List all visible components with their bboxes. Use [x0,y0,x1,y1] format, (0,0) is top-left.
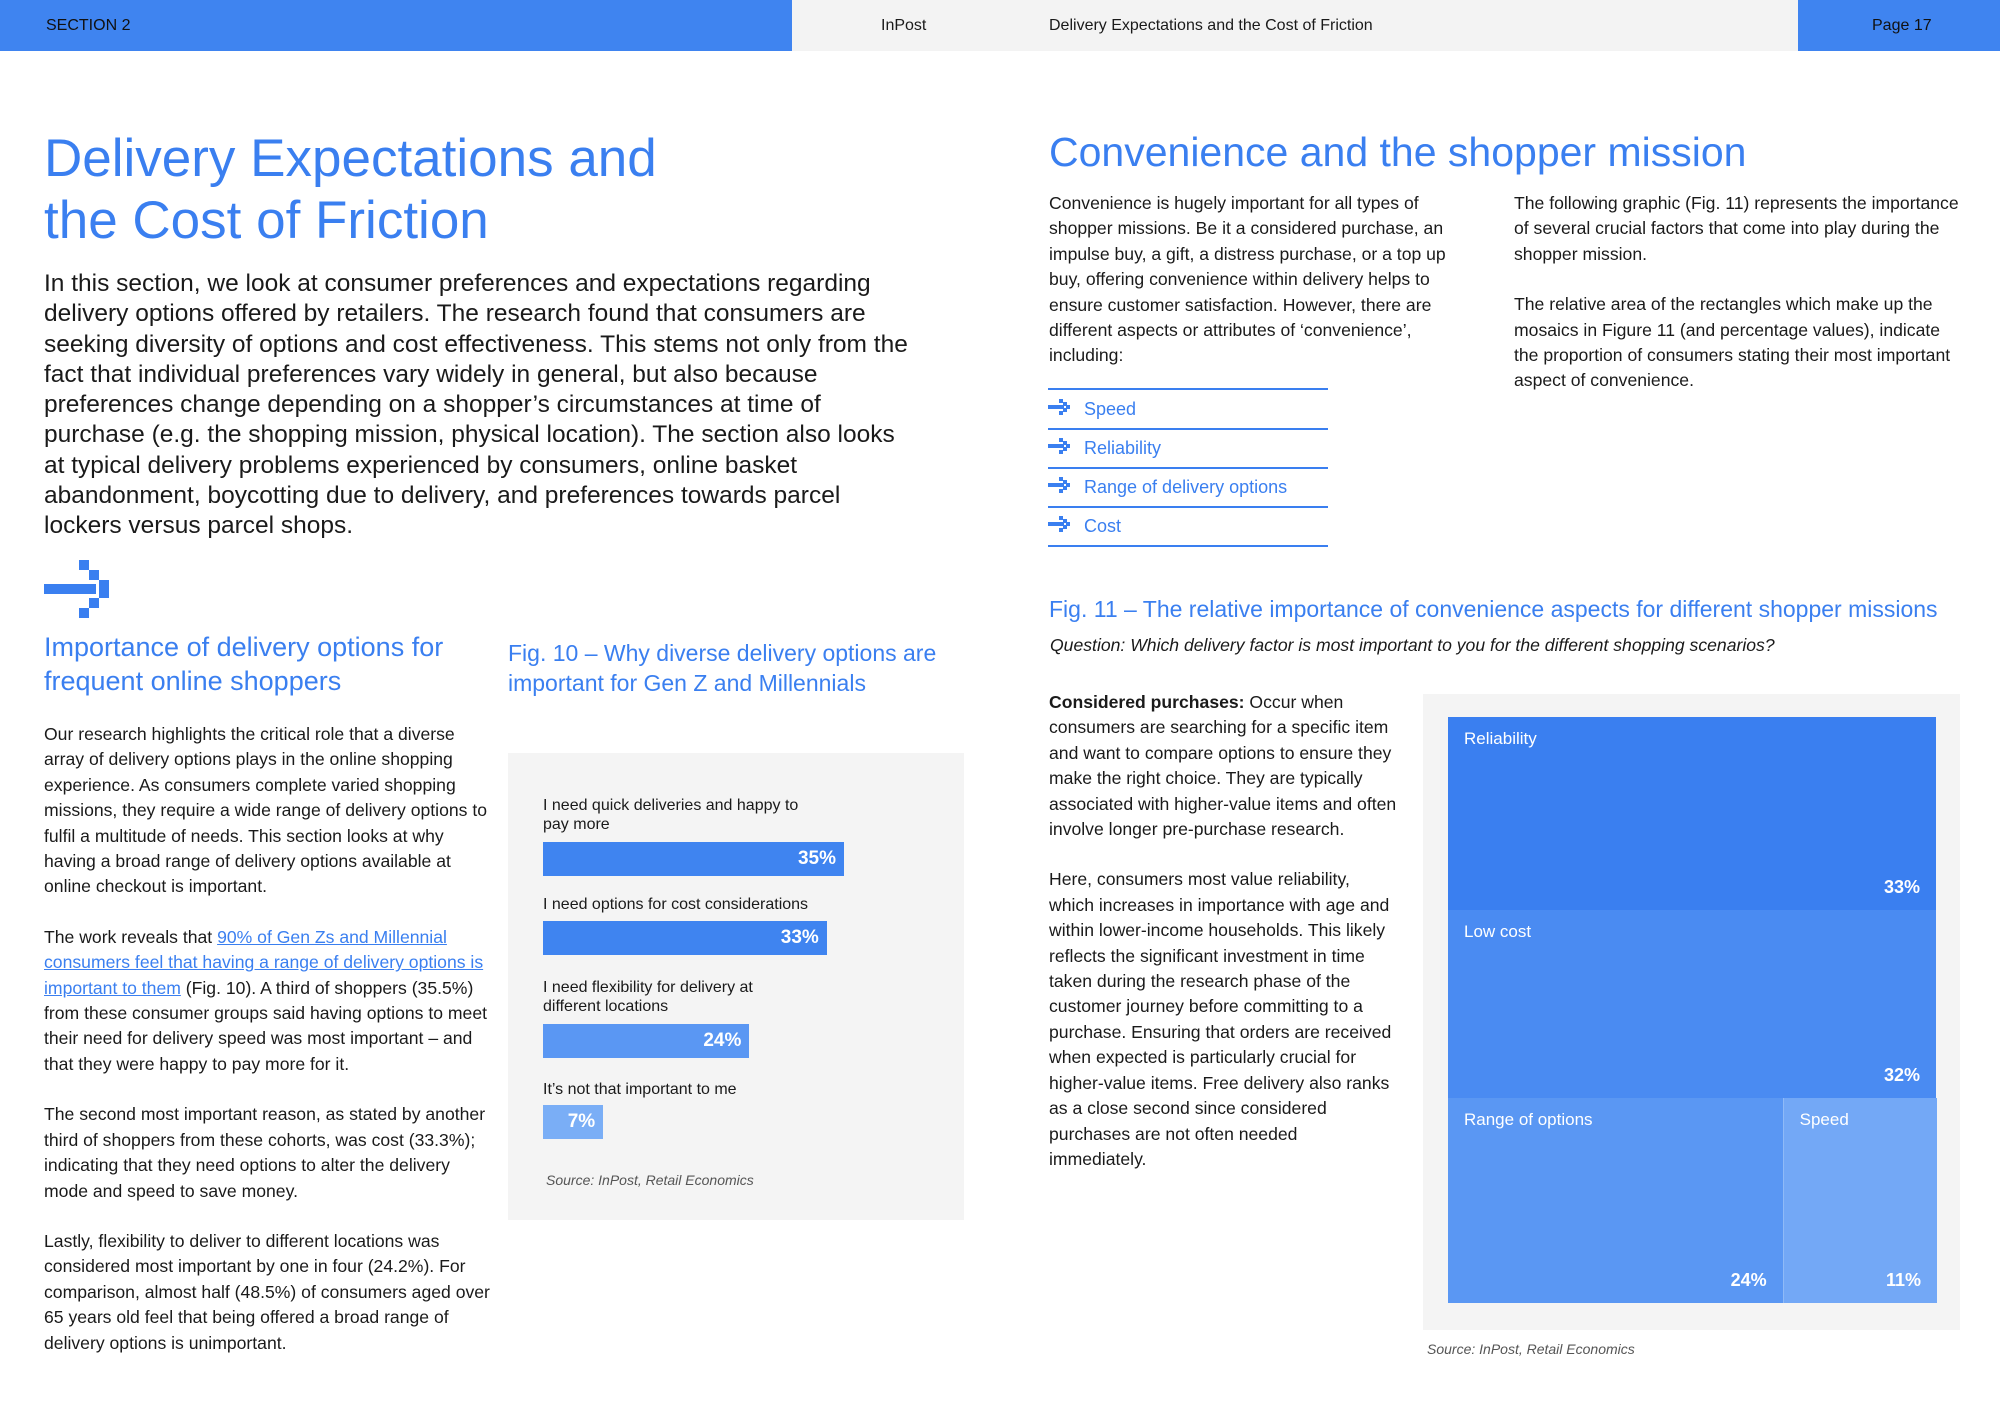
page-number: Page 17 [1872,17,1932,34]
fig11-title: Fig. 11 – The relative importance of convenience aspects for different shopper missions [1049,596,1938,622]
section-title-right: Convenience and the shopper mission [1049,129,1747,175]
fig10-chart-panel [508,753,964,1220]
arrow-right-icon [1048,390,1084,428]
arrow-right-icon [1048,429,1084,467]
convenience-list-item [1048,390,1328,430]
fig11-tile-value: 32% [1883,1064,1920,1085]
convenience-list-label: Range of delivery options [1084,477,1288,497]
fig11-tile-label: Low cost [1464,922,1532,942]
fig11-tile-label: Range of options [1464,1109,1593,1129]
brand-name: InPost [881,17,927,34]
convenience-intro: Convenience is hugely important for all types of shopper missions. Be it a considered purchase, an impulse buy, a gift, a distress purchase, or a top up buy, offering convenience within delivery helps to ensure customer satisfaction. However, there are different aspects or attributes of ‘convenience’, including: [1049,193,1446,366]
paragraph-text: The work reveals that [44,926,218,947]
gen-z-stat-link[interactable]: 90% of Gen Zs and Millennial consumers feel that having a range of delivery options is important to them [44,926,484,998]
fig11-tile-label: Speed [1799,1109,1849,1129]
considered-purchases-text [1049,690,1399,1172]
convenience-list-item [1048,429,1328,469]
fig11-tile-range-of-options [1448,1098,1783,1303]
fig10-category-label: I need options for cost considerations [543,896,809,913]
arrow-right-icon [1048,468,1084,506]
fig11-tile-value: 24% [1730,1269,1767,1290]
paragraph: Our research highlights the critical role that a diverse array of delivery options plays in the online shopping experience. As consumers complete varied shopping missions, they require a wide range of delivery options to fulfil a multitude of needs. This section looks at why having a broad range of delivery options available at online checkout is important. [44,724,488,897]
paragraph: Lastly, flexibility to deliver to different locations was considered most important by one in four (24.2%). For comparison, almost half (48.5%) of consumers aged over 65 years old feel that being offered a broad range of delivery options is unimportant. [44,1230,490,1353]
fig10-bar-value: 7% [567,1111,596,1132]
paragraph-text: Occur when consumers are searching for a specific item and want to compare options to ensure they make the right choice. They are typically associated with higher-value items and often involve longer pre-purchase research. [1049,692,1397,840]
fig11-tile-value: 11% [1885,1269,1921,1290]
fig11-tile-reliability [1448,717,1936,910]
paragraph [1049,690,1399,842]
fig10-category-label: I need flexibility for delivery at different locations [543,979,753,1015]
fig11-tile-low-cost [1448,910,1936,1098]
paragraph: The second most important reason, as stated by another third of shoppers from these cohorts, was cost (33.3%); indicating that they need options to alter the delivery mode and speed to save money. [44,1104,486,1201]
fig11-explainer [1514,191,1964,394]
fig10-source: Source: InPost, Retail Economics [546,1172,754,1188]
fig11-tile-value: 33% [1883,877,1920,898]
fig11-tile-label: Reliability [1464,729,1537,748]
paragraph: The relative area of the rectangles which make up the mosaics in Figure 11 (and percentage values), indicate the proportion of consumers stating their most important aspect of convenience. [1514,294,1951,391]
convenience-list-label: Speed [1084,399,1137,419]
fig11-question: Question: Which delivery factor is most important to you for the different shopping scenarios? [1050,635,1775,655]
fig10-category-label: It’s not that important to me [543,1081,737,1098]
paragraph: Here, consumers most value reliability, which increases in importance with age and within lower-income households. This likely reflects the significant investment in time taken during the research phase of the customer journey before committing to a purchase. Ensuring that orders are received when expected is particularly crucial for higher-value items. Free delivery also ranks as a close second since considered purchases are not often needed immediately. [1049,869,1392,1169]
convenience-list-label: Cost [1084,516,1122,536]
page-title [44,128,944,252]
fig10-bar-value: 35% [797,848,836,869]
section-label: SECTION 2 [46,17,131,34]
fig11-chart-panel [1423,694,1960,1330]
arrow-right-icon [1048,507,1084,545]
convenience-list-item [1048,507,1328,547]
paragraph [44,925,494,1077]
page-title-line2: the Cost of Friction [44,191,489,250]
fig10-bar-value: 33% [780,927,819,948]
paragraph: The following graphic (Fig. 11) represents the importance of several crucial factors that come into play during the shopper mission. [1514,193,1959,264]
fig11-source: Source: InPost, Retail Economics [1427,1341,1635,1357]
fig10-category-label: I need quick deliveries and happy to pay more [543,797,799,833]
convenience-list-item [1048,468,1328,508]
considered-purchases-label: Considered purchases: [1049,692,1245,712]
convenience-list-label: Reliability [1084,438,1162,458]
top-bar [0,0,2000,51]
header-title: Delivery Expectations and the Cost of Friction [1049,17,1373,34]
fig10-title: Fig. 10 – Why diverse delivery options are important for Gen Z and Millennials [508,640,937,696]
fig10-bar-value: 24% [703,1030,742,1051]
fig11-tile-speed [1783,1098,1937,1303]
body-text-left [44,722,494,1356]
section-subheading: Importance of delivery options for frequent online shoppers [44,632,444,696]
intro-paragraph: In this section, we look at consumer preferences and expectations regarding delivery options offered by retailers. The research found that consumers are seeking diversity of options and cost effectiveness. This stems not only from the fact that individual preferences vary widely in general, but also because preferences change depending on a shopper’s circumstances at time of purchase (e.g. the shopping mission, physical location). The section also looks at typical delivery problems experienced by consumers, online basket abandonment, boycotting due to delivery, and preferences towards parcel lockers versus parcel shops. [44,270,908,540]
paragraph-text: (Fig. 10). A third of shoppers (35.5%) from these consumer groups said having options to meet their need for delivery speed was most important – and that they were happy to pay more for it. [44,977,488,1074]
page-title-line1: Delivery Expectations and [44,129,657,188]
arrow-icon [44,560,116,618]
